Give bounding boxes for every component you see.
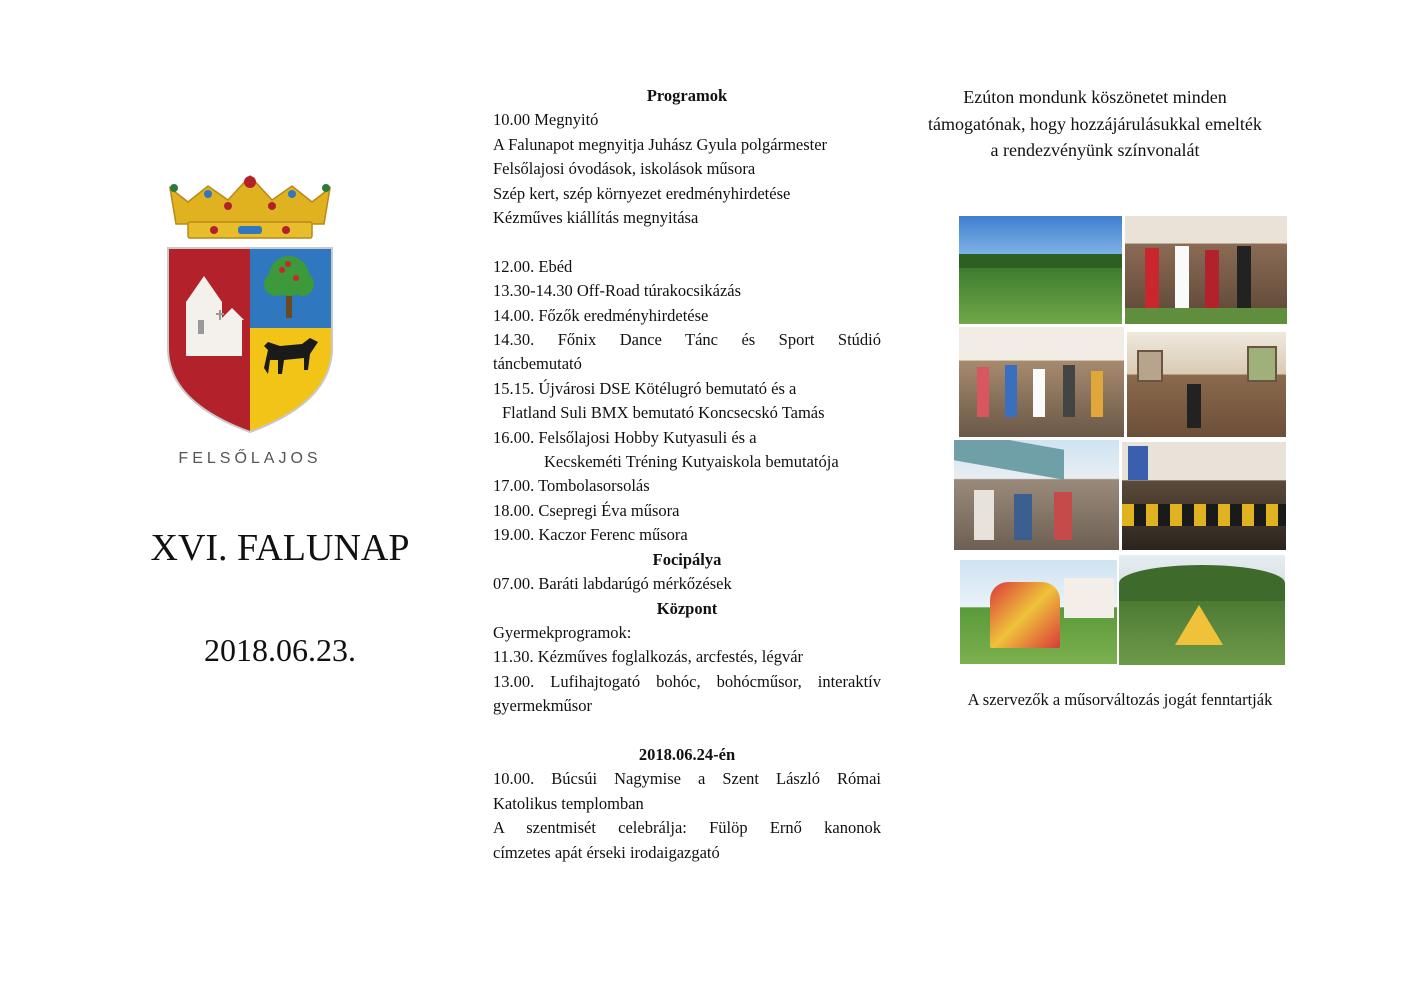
photo-dog-agility: [1119, 555, 1285, 665]
program-line: 12.00. Ebéd: [493, 256, 573, 276]
program-line: A szentmisét celebrálja: Fülöp Ernő kanonok: [493, 818, 881, 838]
program-line: 19.00. Kaczor Ferenc műsora: [493, 525, 688, 545]
crown-icon: [170, 176, 330, 238]
program-line: 15.15. Újvárosi DSE Kötélugró bemutató és a: [493, 378, 797, 398]
program-line: gyermekműsor: [493, 696, 592, 716]
thanks-line: a rendezvényünk színvonalát: [990, 140, 1200, 160]
village-name: FELSŐLAJOS: [178, 450, 322, 467]
program-line: 14.30. Főnix Dance Tánc és Sport Stúdió: [493, 330, 881, 350]
coat-of-arms-icon: [164, 170, 336, 436]
program-line: 13.00. Lufihajtogató bohóc, bohócműsor, interaktív: [493, 671, 881, 691]
photo-stage-dancers: [1125, 216, 1287, 324]
program-line: 17.00. Tombolasorsolás: [493, 476, 650, 496]
shield-icon: [164, 248, 336, 436]
program-line: Flatland Suli BMX bemutató Koncsecskó Tamás: [502, 403, 825, 423]
program-line: 18.00. Csepregi Éva műsora: [493, 500, 680, 520]
program-heading: Programok: [646, 86, 728, 105]
program-line: Kézműves kiállítás megnyitása: [493, 208, 699, 228]
program-line: 10.00. Búcsúi Nagymise a Szent László Római: [493, 769, 881, 789]
program-line: Szép kert, szép környezet eredményhirdetése: [493, 183, 791, 203]
program-line: 10.00 Megnyitó: [493, 110, 599, 130]
next-day-heading: 2018.06.24-én: [638, 744, 736, 764]
photo-folk-dancers: [1122, 442, 1286, 550]
event-date: 2018.06.23.: [204, 632, 356, 668]
organizers-note: A szervezők a műsorváltozás jogát fenntartják: [967, 690, 1273, 709]
program-line: 11.30. Kézműves foglalkozás, arcfestés, légvár: [493, 647, 804, 667]
program-line: 14.00. Főzők eredményhirdetése: [493, 305, 709, 325]
event-title: XVI. FALUNAP: [150, 527, 410, 569]
photo-children-performance: [959, 327, 1124, 437]
photo-football-field: [959, 216, 1122, 324]
program-line: A Falunapot megnyitja Juhász Gyula polgármester: [493, 134, 828, 154]
park-heading: Központ: [656, 598, 718, 618]
program-line: címzetes apát érseki irodaigazgató: [493, 842, 720, 862]
program-line: 07.00. Baráti labdarúgó mérkőzések: [493, 574, 732, 594]
program-line: Gyermekprogramok:: [493, 622, 632, 642]
thanks-line: támogatónak, hogy hozzájárulásukkal emelték: [928, 113, 1262, 134]
program-list: [493, 84, 881, 865]
thanks-note: [900, 84, 1290, 164]
photo-bouncy-castle: [960, 560, 1117, 664]
thanks-line: Ezúton mondunk köszönetet minden: [963, 87, 1227, 107]
photo-exhibition-hall: [1127, 332, 1286, 437]
program-line: Felsőlajosi óvodások, iskolások műsora: [493, 159, 756, 179]
program-line: Kecskeméti Tréning Kutyaiskola bemutatója: [544, 452, 839, 472]
program-line: táncbemutató: [493, 354, 582, 374]
photo-crowd-tent: [954, 440, 1119, 550]
program-line: 13.30-14.30 Off-Road túrakocsikázás: [493, 281, 742, 301]
program-line: Katolikus templomban: [493, 793, 644, 813]
program-line: 16.00. Felsőlajosi Hobby Kutyasuli és a: [493, 427, 757, 447]
football-heading: Focipálya: [652, 549, 722, 569]
